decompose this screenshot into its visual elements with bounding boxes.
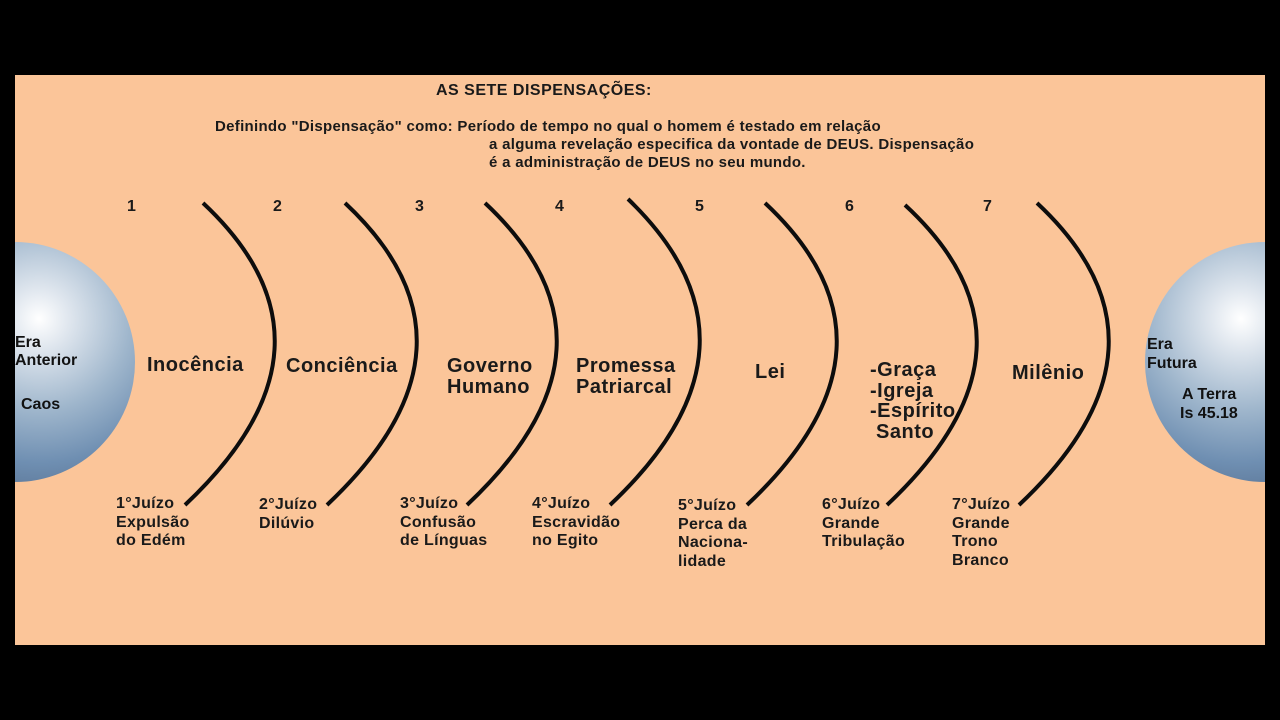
arc-2 <box>327 203 417 505</box>
definition-line-2: a alguma revelação especifica da vontade de DEUS. Dispensação <box>489 136 975 153</box>
dispensation-name-4: Promessa Patriarcal <box>576 355 676 398</box>
definition-line-1: Definindo "Dispensação" como: Período de tempo no qual o homem é testado em relação <box>215 118 881 135</box>
judgment-1: 1°Juízo Expulsão do Edém <box>116 495 190 549</box>
judgment-7: 7°Juízo Grande Trono Branco <box>952 496 1011 569</box>
era-before-line-2: Anterior <box>15 352 78 369</box>
dispensation-name-2: Conciência <box>286 355 398 377</box>
arc-6 <box>887 205 977 505</box>
judgment-6: 6°Juízo Grande Tribulação <box>822 496 906 550</box>
arc-5 <box>747 203 837 505</box>
dispensation-name-7: Milênio <box>1012 362 1085 384</box>
dispensation-number-7: 7 <box>983 198 992 215</box>
dispensation-number-4: 4 <box>555 198 564 215</box>
definition-line-3: é a administração de DEUS no seu mundo. <box>489 154 806 171</box>
arc-4 <box>610 199 700 505</box>
slide <box>15 75 1265 645</box>
dispensation-number-5: 5 <box>695 198 704 215</box>
era-before-line-3: Caos <box>21 396 61 413</box>
era-after-line-1: Era <box>1147 336 1173 353</box>
slide-title: AS SETE DISPENSAÇÕES: <box>436 82 652 99</box>
judgment-5: 5°Juízo Perca da Naciona- lidade <box>678 497 748 570</box>
dispensation-number-3: 3 <box>415 198 424 215</box>
era-after-line-3: A Terra <box>1182 386 1237 403</box>
arc-3 <box>467 203 557 505</box>
dispensation-name-1: Inocência <box>147 354 244 376</box>
era-before-line-1: Era <box>15 334 41 351</box>
judgment-3: 3°Juízo Confusão de Línguas <box>400 495 488 549</box>
dispensation-number-6: 6 <box>845 198 854 215</box>
arc-7 <box>1019 203 1109 505</box>
dispensation-number-2: 2 <box>273 198 282 215</box>
dispensation-name-6: -Graça -Igreja -Espírito Santo <box>870 359 956 443</box>
era-after-line-2: Futura <box>1147 355 1197 372</box>
dispensation-name-3: Governo Humano <box>447 355 533 398</box>
dispensation-number-1: 1 <box>127 198 136 215</box>
dispensation-name-5: Lei <box>755 361 786 383</box>
judgment-4: 4°Juízo Escravidão no Egito <box>532 495 621 549</box>
era-after-line-4: Is 45.18 <box>1180 405 1238 422</box>
judgment-2: 2°Juízo Dilúvio <box>259 496 318 532</box>
